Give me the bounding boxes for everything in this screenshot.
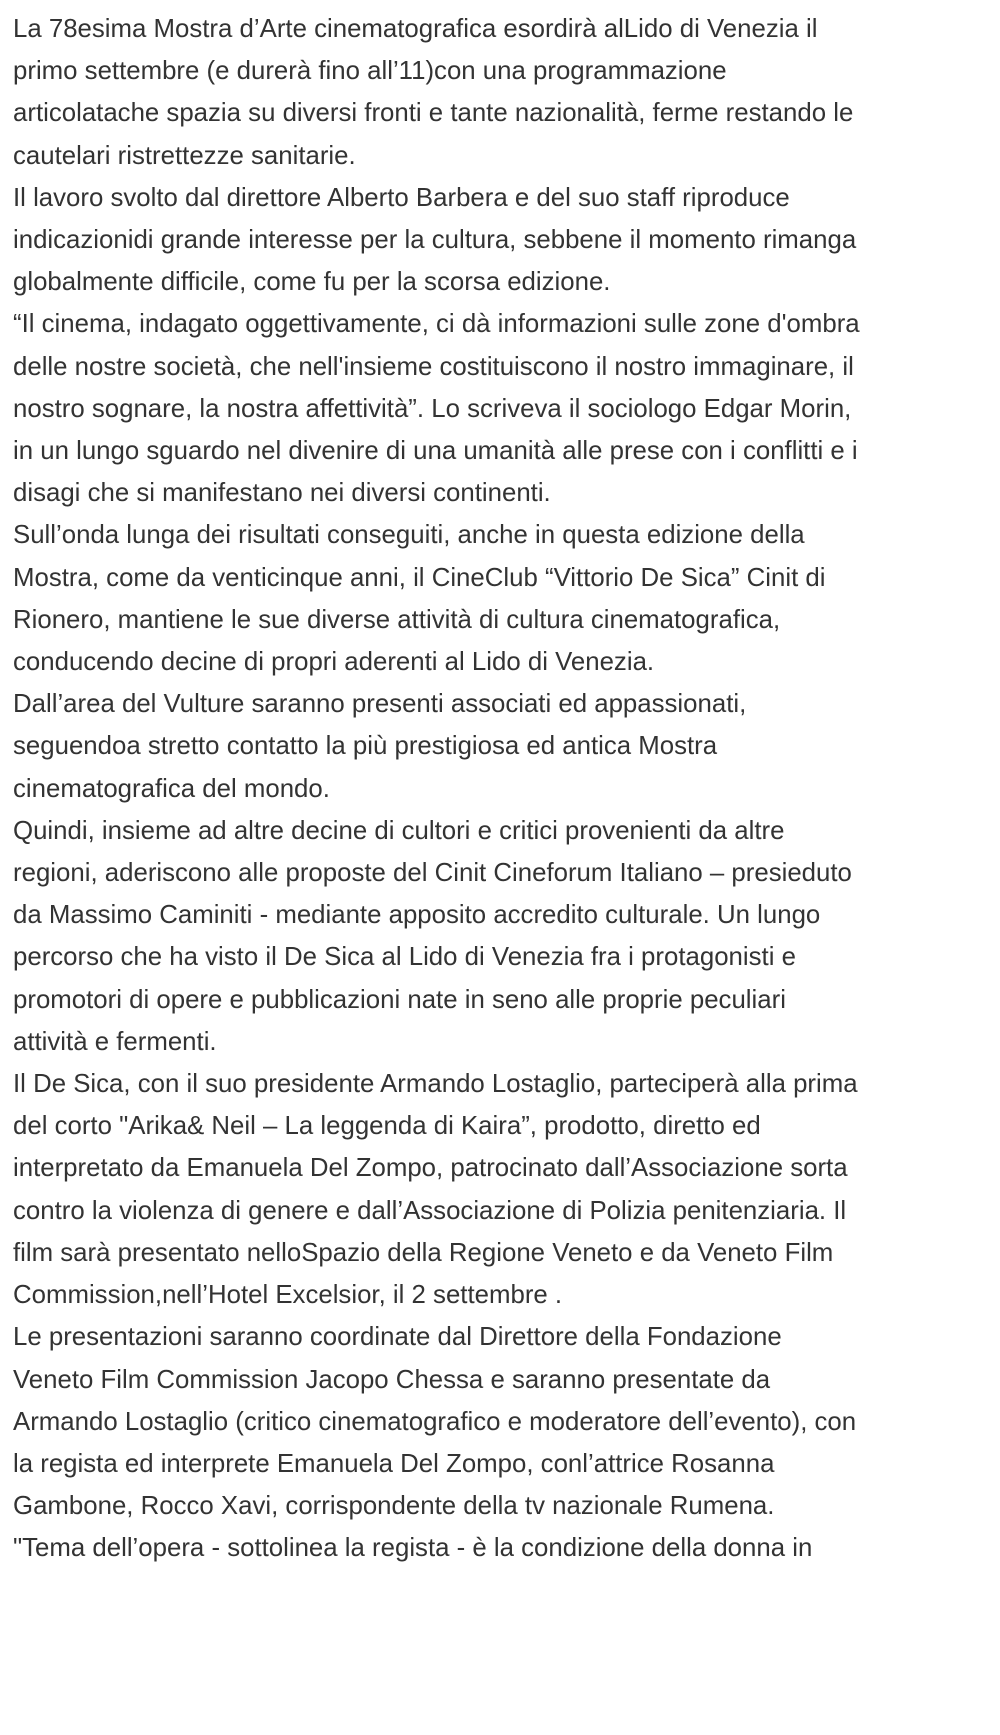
paragraph-line: cinematografica del mondo. — [13, 774, 330, 803]
paragraph-line: Il lavoro svolto dal direttore Alberto Barbera e del suo staff riproduce — [13, 183, 790, 212]
paragraph-line: percorso che ha visto il De Sica al Lido di Venezia fra i protagonisti e — [13, 943, 796, 972]
article-body — [13, 8, 998, 1570]
article-paragraph — [13, 683, 998, 810]
paragraph-line: interpretato da Emanuela Del Zompo, patrocinato dall’Associazione sorta — [13, 1154, 848, 1183]
article-paragraph — [13, 810, 998, 1063]
paragraph-line: la regista ed interprete Emanuela Del Zompo, conl’attrice Rosanna — [13, 1449, 775, 1478]
article-paragraph — [13, 1063, 998, 1316]
paragraph-line: "Tema dell’opera - sottolinea la regista - è la condizione della donna in — [13, 1534, 813, 1563]
paragraph-line: Armando Lostaglio (critico cinematografico e moderatore dell’evento), con — [13, 1407, 857, 1436]
paragraph-line: del corto "Arika& Neil – La leggenda di Kaira”, prodotto, diretto ed — [13, 1112, 761, 1141]
paragraph-line: Sull’onda lunga dei risultati conseguiti, anche in questa edizione della — [13, 521, 805, 550]
paragraph-line: in un lungo sguardo nel divenire di una umanità alle prese con i conflitti e i — [13, 437, 858, 466]
article-paragraph — [13, 177, 998, 304]
paragraph-line: attività e fermenti. — [13, 1027, 217, 1056]
paragraph-line: Le presentazioni saranno coordinate dal Direttore della Fondazione — [13, 1323, 782, 1352]
paragraph-line: Gambone, Rocco Xavi, corrispondente della tv nazionale Rumena. — [13, 1492, 775, 1521]
paragraph-line: “Il cinema, indagato oggettivamente, ci dà informazioni sulle zone d'ombra — [13, 310, 860, 339]
article-paragraph — [13, 514, 998, 683]
paragraph-line: globalmente difficile, come fu per la scorsa edizione. — [13, 268, 611, 297]
paragraph-line: nostro sognare, la nostra affettività”. Lo scriveva il sociologo Edgar Morin, — [13, 394, 852, 423]
paragraph-line: La 78esima Mostra d’Arte cinematografica esordirà alLido di Venezia il — [13, 15, 818, 43]
paragraph-line: cautelari ristrettezze sanitarie. — [13, 141, 356, 170]
paragraph-line: Quindi, insieme ad altre decine di cultori e critici provenienti da altre — [13, 816, 785, 845]
article-paragraph — [13, 303, 998, 514]
paragraph-line: Il De Sica, con il suo presidente Armando Lostaglio, parteciperà alla prima — [13, 1070, 858, 1099]
paragraph-line: seguendoa stretto contatto la più prestigiosa ed antica Mostra — [13, 732, 718, 761]
paragraph-line: Veneto Film Commission Jacopo Chessa e saranno presentate da — [13, 1365, 771, 1394]
paragraph-line: film sarà presentato nelloSpazio della Regione Veneto e da Veneto Film — [13, 1238, 834, 1267]
paragraph-line: regioni, aderiscono alle proposte del Cinit Cineforum Italiano – presieduto — [13, 859, 852, 888]
paragraph-line: conducendo decine di propri aderenti al Lido di Venezia. — [13, 648, 655, 677]
paragraph-line: Commission,nell’Hotel Excelsior, il 2 settembre . — [13, 1281, 563, 1310]
paragraph-line: articolatache spazia su diversi fronti e tante nazionalità, ferme restando le — [13, 99, 854, 128]
article-paragraph — [13, 1316, 998, 1527]
paragraph-line: delle nostre società, che nell'insieme costituiscono il nostro immaginare, il — [13, 352, 854, 381]
article-paragraph — [13, 8, 998, 177]
paragraph-line: disagi che si manifestano nei diversi continenti. — [13, 479, 551, 508]
paragraph-line: Mostra, come da venticinque anni, il CineClub “Vittorio De Sica” Cinit di — [13, 563, 826, 592]
paragraph-line: Dall’area del Vulture saranno presenti associati ed appassionati, — [13, 690, 747, 719]
paragraph-line: primo settembre (e durerà fino all’11)con una programmazione — [13, 57, 727, 86]
paragraph-line: promotori di opere e pubblicazioni nate in seno alle proprie peculiari — [13, 985, 786, 1014]
paragraph-line: contro la violenza di genere e dall’Associazione di Polizia penitenziaria. Il — [13, 1196, 847, 1225]
article-paragraph — [13, 1527, 998, 1569]
paragraph-line: indicazionidi grande interesse per la cultura, sebbene il momento rimanga — [13, 226, 857, 255]
paragraph-line: Rionero, mantiene le sue diverse attività di cultura cinematografica, — [13, 605, 781, 634]
paragraph-line: da Massimo Caminiti - mediante apposito accredito culturale. Un lungo — [13, 901, 821, 930]
